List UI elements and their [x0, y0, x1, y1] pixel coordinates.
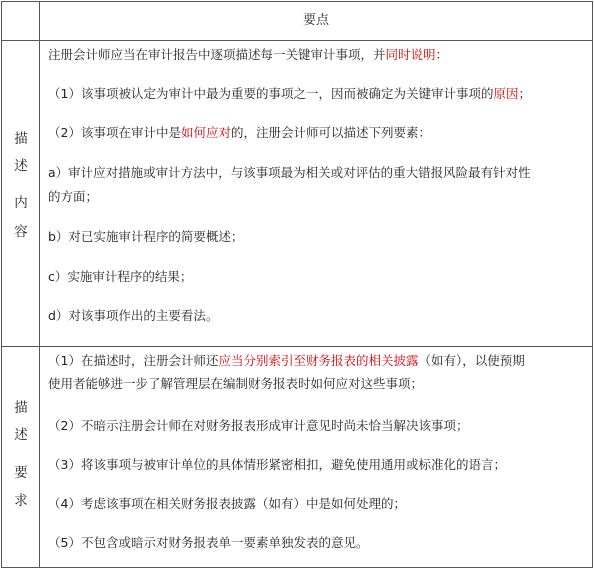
- requirement-1-line-2: 使用者能够进一步了解管理层在编制财务报表时如何应对这些事项；: [48, 376, 424, 391]
- requirements-label-char: 要: [14, 465, 28, 481]
- description-label-char: 述: [14, 158, 28, 174]
- key-audit-matters-table: [1, 1, 593, 568]
- description-element-a-line-2: 的方面；: [48, 189, 99, 204]
- requirement-1-end: （如有），以使预期: [418, 353, 525, 368]
- description-intro-end: ：: [435, 47, 449, 62]
- requirements-label: [2, 347, 39, 567]
- description-item-1-highlight: 原因: [493, 86, 519, 101]
- description-label-cell: [2, 41, 40, 347]
- description-element-c: c）实施审计程序的结果；: [48, 269, 193, 284]
- header-row: [2, 2, 593, 41]
- requirements-content-cell: [40, 347, 593, 568]
- description-row: [2, 41, 593, 347]
- description-content-cell: [40, 41, 593, 347]
- description-intro-highlight: 同时说明: [385, 47, 436, 62]
- requirements-row: [2, 347, 593, 568]
- description-label-char: 容: [14, 224, 28, 240]
- requirement-1-highlight: 应当分别索引至财务报表的相关披露: [218, 353, 419, 368]
- description-item-1: [48, 86, 531, 102]
- requirements-label-char: 述: [14, 427, 28, 443]
- description-item-1-text: （1）该事项被认定为审计中最为重要的事项之一，因而被确定为关键审计事项的: [48, 86, 494, 101]
- description-element-a-line-1: a）审计应对措施或审计方法中，与该事项最为相关或对评估的重大错报风险最有针对性: [48, 165, 531, 180]
- requirements-content: [40, 347, 592, 567]
- requirement-4: （4）考虑该事项在相关财务报表披露（如有）中是如何处理的；: [48, 496, 406, 511]
- description-item-1-end: ；: [518, 86, 531, 101]
- description-intro-text: 注册会计师应当在审计报告中逐项描述每一关键审计事项，并: [48, 47, 386, 62]
- header-title: 要点: [302, 13, 329, 28]
- description-item-2-text: （2）该事项在审计中是: [48, 125, 181, 140]
- description-label-char: 内: [14, 195, 28, 211]
- description-intro: [48, 47, 448, 63]
- description-item-2: [48, 125, 431, 141]
- requirements-label-char: 描: [14, 400, 28, 416]
- requirement-5: （5）不包含或暗示对财务报表单一要素单独发表的意见。: [48, 535, 369, 550]
- requirements-label-cell: [2, 347, 40, 568]
- requirement-1-text: （1）在描述时，注册会计师还: [48, 353, 219, 368]
- description-item-2-end: 的，注册会计师可以描述下列要素：: [230, 125, 431, 140]
- header-cell: [40, 2, 593, 41]
- requirement-3: （3）将该事项与被审计单位的具体情形紧密相扣，避免使用通用或标准化的语言；: [48, 457, 506, 472]
- header-corner-cell: [2, 2, 40, 41]
- description-item-2-highlight: 如何应对: [180, 125, 231, 140]
- requirements-label-char: 求: [14, 493, 28, 509]
- description-element-b: b）对已实施审计程序的简要概述；: [48, 229, 244, 244]
- requirement-1-line-1: [48, 353, 525, 369]
- description-label: [2, 41, 39, 346]
- description-label-char: 描: [14, 131, 28, 147]
- description-content: [40, 41, 592, 346]
- requirement-2: （2）不暗示注册会计师在对财务报表形成审计意见时尚未恰当解决该事项；: [48, 418, 469, 433]
- description-element-d: d）对该事项作出的主要看法。: [48, 308, 219, 323]
